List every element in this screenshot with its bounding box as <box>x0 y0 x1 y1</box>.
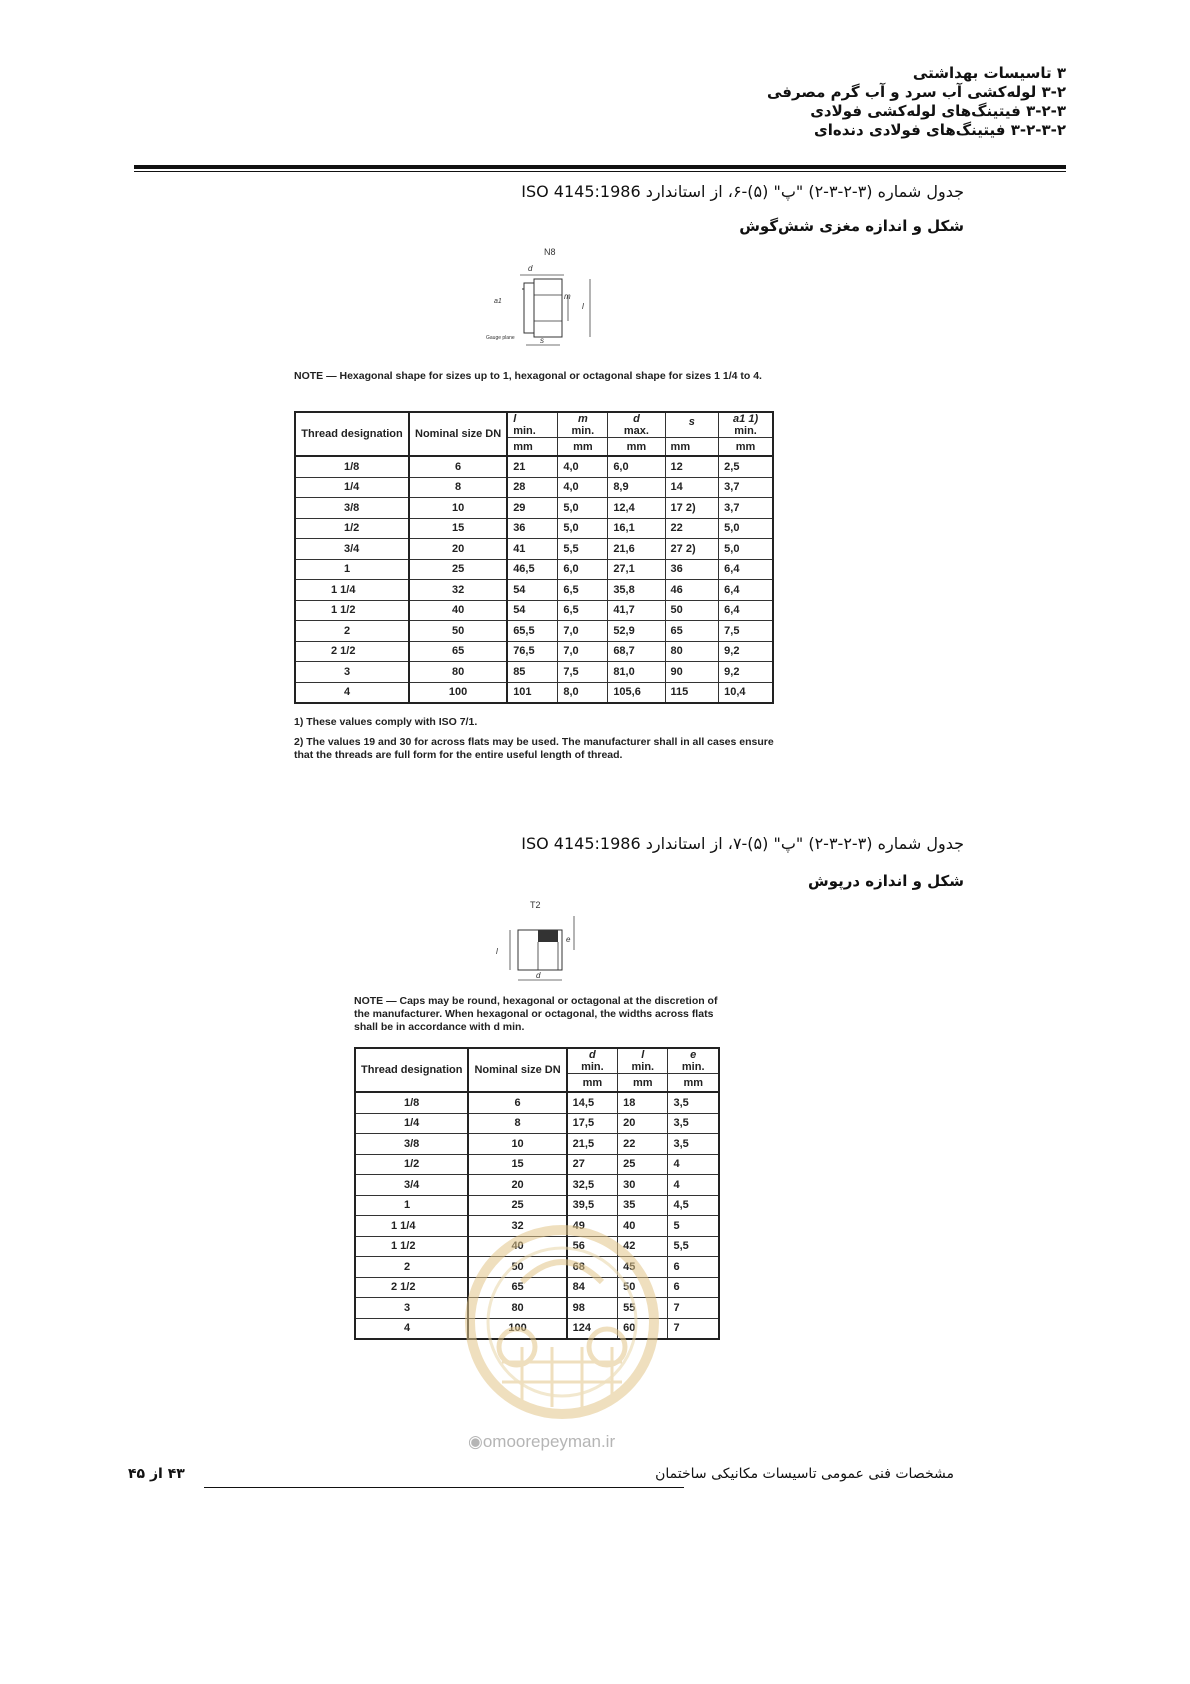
cell-nominal: 6 <box>409 456 507 477</box>
cell-thread: 1 <box>355 1195 468 1216</box>
cell-thread: 3 <box>355 1298 468 1319</box>
table-row <box>295 580 773 601</box>
cell-value: 101 <box>507 682 558 703</box>
cell-value: 3,5 <box>668 1092 719 1113</box>
cell-value: 6,0 <box>608 456 665 477</box>
cell-thread: 1/2 <box>355 1154 468 1175</box>
unit-e-2: mm <box>668 1074 719 1093</box>
cell-nominal: 8 <box>409 477 507 498</box>
cell-value: 4 <box>668 1175 719 1196</box>
header-rule-thick <box>134 165 1066 169</box>
dim-m-label: m <box>564 292 571 301</box>
cell-value: 36 <box>507 518 558 539</box>
cell-value: 6,5 <box>558 580 608 601</box>
cell-value: 6,4 <box>719 559 773 580</box>
unit-a1: mm <box>719 438 773 457</box>
cell-thread: 3/4 <box>355 1175 468 1196</box>
cell-nominal: 8 <box>468 1113 566 1134</box>
cell-value: 29 <box>507 498 558 519</box>
cell-value: 85 <box>507 662 558 683</box>
figure-label-n8: N8 <box>544 247 556 257</box>
cell-value: 5 <box>668 1216 719 1237</box>
cell-value: 35,8 <box>608 580 665 601</box>
cell-value: 3,7 <box>719 477 773 498</box>
table-row <box>355 1154 719 1175</box>
cell-thread: 1/4 <box>355 1113 468 1134</box>
cell-value: 7,5 <box>719 621 773 642</box>
cell-value: 4 <box>668 1154 719 1175</box>
cell-nominal: 25 <box>468 1195 566 1216</box>
cell-value: 7 <box>668 1318 719 1339</box>
hex-nipple-table <box>294 411 774 704</box>
cell-nominal: 15 <box>468 1154 566 1175</box>
cell-thread: 3 <box>295 662 409 683</box>
cell-value: 6 <box>668 1277 719 1298</box>
cell-value: 12 <box>665 456 719 477</box>
table1-caption: جدول شماره (۳-۲-۳-۲) "پ" (۵)-۶، از استاندارد ISO 4145:1986 <box>521 182 964 201</box>
header-line-2: ۳-۲ لوله‌کشی آب سرد و آب گرم مصرفی <box>766 83 1066 101</box>
cell-value: 5,0 <box>719 518 773 539</box>
chapter-header <box>767 64 1066 140</box>
table-row <box>295 498 773 519</box>
figure-label-t2: T2 <box>530 900 541 910</box>
table-row <box>295 662 773 683</box>
cell-nominal: 80 <box>409 662 507 683</box>
col-e-2: e min. <box>668 1048 719 1074</box>
cell-value: 90 <box>665 662 719 683</box>
cell-nominal: 80 <box>468 1298 566 1319</box>
watermark-site: ◉omoorepeyman.ir <box>468 1432 616 1451</box>
cell-value: 68 <box>567 1257 618 1278</box>
header-rule-thin <box>134 171 1066 172</box>
table-row <box>295 641 773 662</box>
cell-value: 9,2 <box>719 641 773 662</box>
cell-value: 4,0 <box>558 456 608 477</box>
col-l-2: l min. <box>618 1048 668 1074</box>
cell-value: 21,5 <box>567 1134 618 1155</box>
col-a1: a1 1) min. <box>719 412 773 438</box>
cell-value: 41,7 <box>608 600 665 621</box>
table2-title: شکل و اندازه درپوش <box>808 872 964 890</box>
dim-e-label: e <box>566 935 571 944</box>
cell-value: 4,0 <box>558 477 608 498</box>
table-row <box>295 682 773 703</box>
col-m: m min. <box>558 412 608 438</box>
cell-value: 49 <box>567 1216 618 1237</box>
cell-value: 10,4 <box>719 682 773 703</box>
table-row <box>295 600 773 621</box>
col-l: l min. <box>507 412 558 438</box>
table-row <box>295 559 773 580</box>
cell-value: 4,5 <box>668 1195 719 1216</box>
cell-value: 22 <box>618 1134 668 1155</box>
cell-nominal: 50 <box>409 621 507 642</box>
cell-value: 9,2 <box>719 662 773 683</box>
cell-value: 7,5 <box>558 662 608 683</box>
cell-nominal: 20 <box>468 1175 566 1196</box>
cell-value: 5,0 <box>558 498 608 519</box>
page-number: ۴۳ از ۴۵ <box>128 1466 185 1482</box>
cell-value: 115 <box>665 682 719 703</box>
cell-thread: 2 <box>355 1257 468 1278</box>
table1-title: شکل و اندازه مغزی شش‌گوش <box>739 217 964 235</box>
cell-nominal: 10 <box>409 498 507 519</box>
cap-figure <box>490 898 590 988</box>
cell-value: 20 <box>618 1113 668 1134</box>
hex-nipple-figure <box>486 243 616 355</box>
cell-value: 14 <box>665 477 719 498</box>
table-row <box>295 518 773 539</box>
cell-value: 12,4 <box>608 498 665 519</box>
cell-value: 55 <box>618 1298 668 1319</box>
cell-thread: 1 1/2 <box>295 600 409 621</box>
cell-value: 8,9 <box>608 477 665 498</box>
cell-value: 7,0 <box>558 641 608 662</box>
cell-nominal: 40 <box>468 1236 566 1257</box>
cell-nominal: 20 <box>409 539 507 560</box>
cell-thread: 3/8 <box>355 1134 468 1155</box>
cell-value: 6 <box>668 1257 719 1278</box>
cell-value: 80 <box>665 641 719 662</box>
unit-d: mm <box>608 438 665 457</box>
dim-a1-label: a1 <box>494 298 502 305</box>
cell-value: 124 <box>567 1318 618 1339</box>
cell-nominal: 65 <box>468 1277 566 1298</box>
cell-value: 27 <box>567 1154 618 1175</box>
cell-value: 5,5 <box>558 539 608 560</box>
table2-caption: جدول شماره (۳-۲-۳-۲) "پ" (۵)-۷، از استاندارد ISO 4145:1986 <box>521 834 964 853</box>
cell-thread: 1 1/2 <box>355 1236 468 1257</box>
cell-value: 41 <box>507 539 558 560</box>
cell-value: 68,7 <box>608 641 665 662</box>
cell-value: 54 <box>507 580 558 601</box>
cell-value: 2,5 <box>719 456 773 477</box>
table-row <box>295 621 773 642</box>
cell-value: 5,0 <box>558 518 608 539</box>
cell-value: 14,5 <box>567 1092 618 1113</box>
col-thread-designation-2: Thread designation <box>355 1048 468 1092</box>
cell-value: 56 <box>567 1236 618 1257</box>
cell-value: 28 <box>507 477 558 498</box>
cell-nominal: 15 <box>409 518 507 539</box>
cell-value: 45 <box>618 1257 668 1278</box>
cell-nominal: 65 <box>409 641 507 662</box>
table-row <box>295 456 773 477</box>
cell-value: 30 <box>618 1175 668 1196</box>
cell-nominal: 40 <box>409 600 507 621</box>
table-row <box>295 477 773 498</box>
cell-thread: 1 <box>295 559 409 580</box>
cell-nominal: 6 <box>468 1092 566 1113</box>
cell-thread: 4 <box>355 1318 468 1339</box>
header-line-1: ۳ تاسیسات بهداشتی <box>912 64 1066 82</box>
table-row <box>355 1134 719 1155</box>
unit-l: mm <box>507 438 558 457</box>
cell-value: 3,7 <box>719 498 773 519</box>
cell-value: 42 <box>618 1236 668 1257</box>
cell-nominal: 32 <box>468 1216 566 1237</box>
unit-s: mm <box>665 438 719 457</box>
unit-m: mm <box>558 438 608 457</box>
cell-value: 76,5 <box>507 641 558 662</box>
cell-value: 54 <box>507 600 558 621</box>
col-d-2: d min. <box>567 1048 618 1074</box>
cell-thread: 2 <box>295 621 409 642</box>
cell-value: 65,5 <box>507 621 558 642</box>
cell-value: 52,9 <box>608 621 665 642</box>
cell-value: 6,5 <box>558 600 608 621</box>
cell-value: 6,0 <box>558 559 608 580</box>
col-nominal-size: Nominal size DN <box>409 412 507 456</box>
cell-value: 5,5 <box>668 1236 719 1257</box>
cell-value: 7,0 <box>558 621 608 642</box>
cell-nominal: 25 <box>409 559 507 580</box>
table1-footnotes <box>294 716 784 762</box>
col-nominal-size-2: Nominal size DN <box>468 1048 566 1092</box>
cell-value: 46,5 <box>507 559 558 580</box>
cell-thread: 1 1/4 <box>295 580 409 601</box>
cell-value: 27,1 <box>608 559 665 580</box>
watermark-seal <box>452 1222 672 1427</box>
cell-thread: 3/8 <box>295 498 409 519</box>
cell-value: 5,0 <box>719 539 773 560</box>
cell-value: 25 <box>618 1154 668 1175</box>
cell-nominal: 32 <box>409 580 507 601</box>
cell-value: 35 <box>618 1195 668 1216</box>
cell-thread: 2 1/2 <box>295 641 409 662</box>
gauge-plane-label: Gauge plane <box>486 335 515 341</box>
cell-thread: 1/2 <box>295 518 409 539</box>
cell-value: 60 <box>618 1318 668 1339</box>
footer-rule <box>204 1487 684 1488</box>
cell-value: 32,5 <box>567 1175 618 1196</box>
dim-d-label: d <box>528 264 533 273</box>
cell-value: 36 <box>665 559 719 580</box>
cell-thread: 4 <box>295 682 409 703</box>
footer-title: مشخصات فنی عمومی تاسیسات مکانیکی ساختمان <box>655 1466 954 1482</box>
cell-value: 46 <box>665 580 719 601</box>
footnote-2: 2) The values 19 and 30 for across flats may be used. The manufacturer shall in all cases ensure that the threads are full form for the entire useful length of thread. <box>294 736 774 761</box>
cell-nominal: 100 <box>468 1318 566 1339</box>
footnote-1: 1) These values comply with ISO 7/1. <box>294 716 478 728</box>
cell-thread: 3/4 <box>295 539 409 560</box>
unit-d-2: mm <box>567 1074 618 1093</box>
cell-value: 81,0 <box>608 662 665 683</box>
cell-value: 3,5 <box>668 1113 719 1134</box>
cell-value: 84 <box>567 1277 618 1298</box>
cell-value: 65 <box>665 621 719 642</box>
dim-l-label-2: l <box>496 947 498 956</box>
dim-d-label-2: d <box>536 971 541 980</box>
cell-thread: 1 1/4 <box>355 1216 468 1237</box>
table-row <box>355 1175 719 1196</box>
cell-nominal: 100 <box>409 682 507 703</box>
unit-l-2: mm <box>618 1074 668 1093</box>
cell-thread: 2 1/2 <box>355 1277 468 1298</box>
cell-value: 17 2) <box>665 498 719 519</box>
cell-value: 7 <box>668 1298 719 1319</box>
hex-nipple-table-body <box>295 456 773 703</box>
table-row <box>355 1113 719 1134</box>
cell-value: 21 <box>507 456 558 477</box>
cell-value: 17,5 <box>567 1113 618 1134</box>
cell-value: 105,6 <box>608 682 665 703</box>
cell-thread: 1/4 <box>295 477 409 498</box>
col-s: s <box>665 412 719 438</box>
cell-value: 21,6 <box>608 539 665 560</box>
col-d: d max. <box>608 412 665 438</box>
cell-value: 18 <box>618 1092 668 1113</box>
cell-value: 6,4 <box>719 600 773 621</box>
cell-value: 39,5 <box>567 1195 618 1216</box>
table-row <box>355 1195 719 1216</box>
dim-l-label: l <box>582 302 584 311</box>
cell-nominal: 10 <box>468 1134 566 1155</box>
header-line-4: ۳-۲-۳-۲ فیتینگ‌های فولادی دنده‌ای <box>813 121 1066 139</box>
table-row <box>295 539 773 560</box>
cell-value: 27 2) <box>665 539 719 560</box>
table-row <box>355 1092 719 1113</box>
cell-value: 50 <box>618 1277 668 1298</box>
cell-thread: 1/8 <box>355 1092 468 1113</box>
dim-s-label: s <box>540 336 544 345</box>
cell-thread: 1/8 <box>295 456 409 477</box>
cell-value: 8,0 <box>558 682 608 703</box>
col-thread-designation: Thread designation <box>295 412 409 456</box>
cell-value: 50 <box>665 600 719 621</box>
cell-nominal: 50 <box>468 1257 566 1278</box>
cell-value: 98 <box>567 1298 618 1319</box>
header-line-3: ۳-۲-۳ فیتینگ‌های لوله‌کشی فولادی <box>810 102 1066 120</box>
cell-value: 22 <box>665 518 719 539</box>
cell-value: 3,5 <box>668 1134 719 1155</box>
cell-value: 6,4 <box>719 580 773 601</box>
cell-value: 16,1 <box>608 518 665 539</box>
cell-value: 40 <box>618 1216 668 1237</box>
table1-note: NOTE — Hexagonal shape for sizes up to 1, hexagonal or octagonal shape for sizes 1 1/4 to 4. <box>294 370 762 382</box>
table2-note: NOTE — Caps may be round, hexagonal or octagonal at the discretion of the manufacturer. When hexagonal or octagonal, the widths across flats shall be in accordance with d min. <box>354 995 718 1033</box>
